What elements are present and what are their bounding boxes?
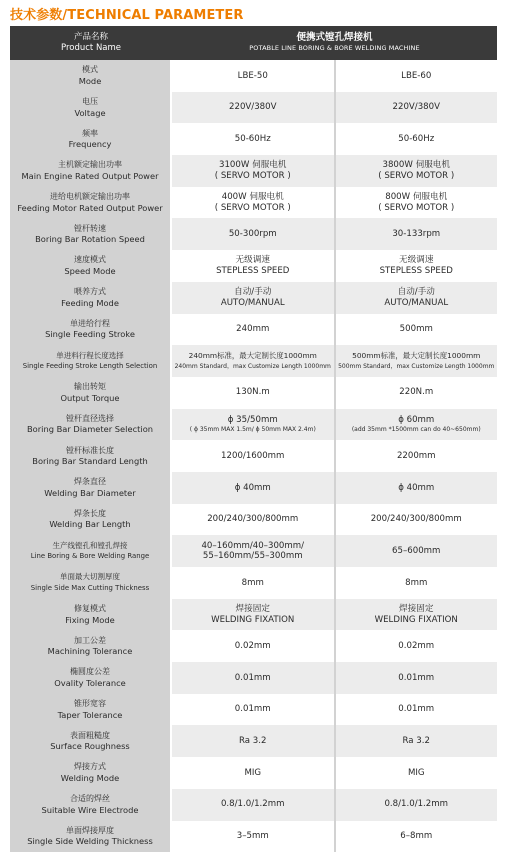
value-line: 500mm标准，最大定制长度1000mm [352,351,481,361]
value-line: 0.02mm [234,640,271,651]
parameter-label-en: Machining Tolerance [47,646,133,657]
value-line: 0.8/1.0/1.2mm [384,799,449,810]
value-line: 1200/1600mm [221,450,285,461]
value-lbe-50 [172,599,336,631]
table-row [10,187,497,219]
parameter-label-en: Main Engine Rated Output Power [21,170,159,181]
parameter-label [10,314,170,346]
value-lbe-50 [172,345,336,377]
value-lbe-50 [172,567,336,599]
parameter-label [10,821,170,853]
value-line: Ra 3.2 [239,736,267,747]
value-lbe-50 [172,662,336,694]
value-line: WELDING FIXATION [374,614,458,625]
value-line: 500mm Standard，max Customize Length 1000mm [338,362,495,370]
parameter-label-cn: 镗杆转速 [74,223,106,233]
value-lbe-60 [336,821,498,853]
value-line: ( SERVO MOTOR ) [214,170,291,181]
parameter-label [10,662,170,694]
value-lbe-50 [172,250,336,282]
parameter-label-cn: 焊接方式 [74,762,106,772]
table-row [10,599,497,631]
value-line: 130N.m [235,387,270,398]
value-line: MIG [407,767,425,778]
value-line: 0.01mm [398,672,435,683]
value-line: 500mm [399,324,433,335]
parameter-label-en: Single Side Welding Thickness [27,836,153,847]
value-line: 6–8mm [400,831,433,842]
parameter-label-cn: 喂养方式 [74,287,106,297]
value-line: STEPLESS SPEED [216,265,290,276]
parameter-label-en: Single Side Max Cutting Thickness [30,583,150,592]
value-lbe-60 [336,757,498,789]
parameter-label-cn: 合适的焊丝 [70,794,110,804]
value-line: 无级调速 [235,255,270,266]
parameter-label [10,440,170,472]
table-row [10,60,497,92]
parameter-label-cn: 输出转矩 [74,382,106,392]
parameter-label [10,504,170,536]
value-lbe-50 [172,123,336,155]
parameter-label-en: Speed Mode [64,265,116,276]
value-line: 8mm [241,577,264,588]
value-lbe-50 [172,187,336,219]
value-lbe-60 [336,599,498,631]
table-row [10,725,497,757]
value-lbe-50 [172,155,336,187]
parameter-label-en: Welding Bar Length [49,519,131,530]
value-lbe-50 [172,218,336,250]
value-line: 50-60Hz [234,133,271,144]
value-line: 0.01mm [234,704,271,715]
table-row [10,250,497,282]
parameter-label [10,282,170,314]
value-lbe-60 [336,60,498,92]
table-row [10,472,497,504]
product-header-cn: 便携式镗孔焊接机 [296,32,373,43]
parameter-label-en: Voltage [74,107,106,118]
parameter-label-cn: 焊条长度 [74,508,106,518]
table-row [10,123,497,155]
parameter-label-en: Boring Bar Rotation Speed [35,234,145,245]
parameter-label [10,694,170,726]
parameter-label-cn: 单进给行程 [70,318,110,328]
value-line: 0.01mm [398,704,435,715]
value-line: 8mm [405,577,428,588]
parameter-label-cn: 模式 [82,65,98,75]
value-line: 200/240/300/800mm [207,514,299,525]
value-lbe-60 [336,440,498,472]
parameter-table [10,26,497,852]
parameter-label-cn: 加工公差 [74,635,106,645]
value-line: 30-133rpm [392,229,441,240]
value-line: 40–160mm/40–300mm/ [201,540,305,551]
value-line: ϕ 60mm [398,414,435,425]
value-lbe-60 [336,725,498,757]
value-lbe-60 [336,250,498,282]
value-lbe-50 [172,282,336,314]
value-line: 0.8/1.0/1.2mm [220,799,285,810]
value-line: 50-60Hz [398,133,435,144]
value-line: LBE-50 [237,70,268,81]
table-row [10,218,497,250]
parameter-label-en: Boring Bar Diameter Selection [26,424,154,435]
table-row [10,440,497,472]
value-lbe-50 [172,821,336,853]
table-row [10,662,497,694]
value-line: 自动/手动 [397,287,435,298]
value-lbe-50 [172,535,336,567]
value-line: 65–600mm [392,545,441,556]
parameter-label-cn: 生产线镗孔和镗孔焊接 [52,540,128,550]
value-line: ϕ 35/50mm [227,414,278,425]
parameter-label-cn: 电压 [82,97,98,107]
value-line: 200/240/300/800mm [370,514,462,525]
value-line: 55–160mm/55–300mm [202,551,303,562]
table-row [10,821,497,853]
table-row [10,535,497,567]
parameter-label-en: Taper Tolerance [57,709,123,720]
value-lbe-50 [172,314,336,346]
value-line: 400W 伺服电机 [221,192,284,203]
parameter-label-cn: 椭圆度公差 [70,667,110,677]
parameter-label [10,187,170,219]
value-lbe-60 [336,789,498,821]
value-lbe-50 [172,504,336,536]
product-name-header-cn: 产品名称 [73,32,108,42]
parameter-label [10,123,170,155]
value-lbe-50 [172,789,336,821]
value-line: (add 35mm *1500mm can do 40~650mm) [351,426,481,434]
value-line: 50-300rpm [228,229,277,240]
value-line: ( SERVO MOTOR ) [214,202,291,213]
parameter-label-cn: 频率 [82,128,98,138]
parameter-label [10,377,170,409]
parameter-label-cn: 单进料行程长度选择 [56,350,124,360]
parameter-label [10,155,170,187]
value-line: ( SERVO MOTOR ) [378,202,455,213]
value-lbe-60 [336,567,498,599]
parameter-label-cn: 锥形宽容 [74,699,106,709]
value-line: STEPLESS SPEED [379,265,453,276]
page-title: 技术参数/TECHNICAL PARAMETER [10,8,244,23]
value-lbe-60 [336,187,498,219]
table-row [10,694,497,726]
value-line: AUTO/MANUAL [384,297,449,308]
parameter-label-en: Output Torque [60,392,120,403]
value-lbe-60 [336,123,498,155]
value-lbe-60 [336,282,498,314]
table-header [10,26,497,60]
table-row [10,757,497,789]
value-line: ( SERVO MOTOR ) [378,170,455,181]
parameter-label-cn: 表面粗糙度 [70,730,110,740]
parameter-label [10,60,170,92]
value-line: MIG [244,767,262,778]
value-line: 焊接固定 [235,604,270,615]
value-lbe-50 [172,694,336,726]
value-lbe-50 [172,409,336,441]
parameter-label-en: Single Feeding Stroke [45,329,135,340]
product-header-en: POTABLE LINE BORING & BORE WELDING MACHINE [249,44,420,52]
table-row [10,92,497,124]
value-lbe-60 [336,155,498,187]
parameter-label-cn: 单面焊接厚度 [66,825,114,835]
table-row [10,789,497,821]
value-line: 3100W 伺服电机 [219,160,287,171]
value-line: Ra 3.2 [402,736,430,747]
parameter-label-en: Welding Mode [60,772,120,783]
parameter-label [10,472,170,504]
value-lbe-50 [172,630,336,662]
value-lbe-50 [172,472,336,504]
product-name-header-en: Product Name [60,43,122,53]
parameter-label-cn: 速度模式 [74,255,106,265]
parameter-label-cn: 焊条直径 [74,477,106,487]
parameter-label-en: Welding Bar Diameter [44,487,136,498]
value-lbe-60 [336,218,498,250]
product-header [172,26,497,60]
value-lbe-60 [336,694,498,726]
value-lbe-50 [172,725,336,757]
table-row [10,377,497,409]
table-body [10,60,497,852]
table-row [10,155,497,187]
value-lbe-60 [336,662,498,694]
value-lbe-60 [336,630,498,662]
value-line: 800W 伺服电机 [385,192,448,203]
parameter-label [10,409,170,441]
value-line: 220N.m [399,387,434,398]
value-lbe-50 [172,92,336,124]
parameter-label-en: Frequency [68,139,112,150]
value-line: 220V/380V [229,102,277,113]
table-row [10,314,497,346]
value-line: 220V/380V [392,102,440,113]
parameter-label-cn: 单面最大切割厚度 [60,572,120,582]
parameter-label-en: Boring Bar Standard Length [32,456,148,467]
value-line: ( ϕ 35mm MAX 1.5m/ ϕ 50mm MAX 2.4m) [189,426,316,434]
parameter-label-en: Suitable Wire Electrode [41,804,139,815]
value-line: 240mm标准，最大定制长度1000mm [188,351,317,361]
parameter-label [10,725,170,757]
value-line: 3–5mm [236,831,269,842]
value-line: ϕ 40mm [398,482,435,493]
value-lbe-60 [336,314,498,346]
value-lbe-50 [172,440,336,472]
parameter-label-cn: 进给电机额定输出功率 [50,192,130,202]
parameter-label-en: Feeding Motor Rated Output Power [17,202,163,213]
parameter-label [10,345,170,377]
value-lbe-50 [172,60,336,92]
parameter-label-cn: 镗杆直径选择 [66,413,114,423]
parameter-label [10,630,170,662]
parameter-label-en: Single Feeding Stroke Length Selection [22,362,158,371]
value-line: 0.02mm [398,640,435,651]
value-line: WELDING FIXATION [211,614,295,625]
value-lbe-60 [336,409,498,441]
parameter-label [10,92,170,124]
parameter-label [10,757,170,789]
value-lbe-60 [336,377,498,409]
parameter-label [10,250,170,282]
value-lbe-60 [336,345,498,377]
value-line: AUTO/MANUAL [220,297,285,308]
value-lbe-50 [172,377,336,409]
value-line: 焊接固定 [399,604,434,615]
table-row [10,630,497,662]
value-lbe-60 [336,92,498,124]
table-row [10,345,497,377]
parameter-label-cn: 修复模式 [74,604,106,614]
parameter-label [10,567,170,599]
parameter-label [10,599,170,631]
value-line: 2200mm [396,450,436,461]
parameter-label-cn: 主机额定输出功率 [58,160,122,170]
value-line: 无级调速 [399,255,434,266]
value-line: 0.01mm [234,672,271,683]
parameter-label-cn: 镗杆标准长度 [66,445,114,455]
parameter-label-en: Feeding Mode [61,297,119,308]
parameter-label-en: Fixing Mode [65,614,115,625]
value-lbe-60 [336,535,498,567]
value-lbe-50 [172,757,336,789]
parameter-label-en: Mode [78,75,102,86]
parameter-label-en: Line Boring & Bore Welding Range [30,552,150,561]
value-line: 自动/手动 [234,287,272,298]
value-line: ϕ 40mm [234,482,271,493]
parameter-label [10,218,170,250]
value-line: 240mm Standard，max Customize Length 1000mm [174,362,331,370]
parameter-label-en: Surface Roughness [50,741,130,752]
value-lbe-60 [336,504,498,536]
value-line: LBE-60 [401,70,432,81]
product-name-header [10,26,172,60]
table-row [10,282,497,314]
parameter-label [10,535,170,567]
value-line: 240mm [236,324,270,335]
parameter-label-en: Ovality Tolerance [54,677,126,688]
parameter-label [10,789,170,821]
value-line: 3800W 伺服电机 [382,160,450,171]
table-row [10,409,497,441]
table-row [10,504,497,536]
table-row [10,567,497,599]
value-lbe-60 [336,472,498,504]
